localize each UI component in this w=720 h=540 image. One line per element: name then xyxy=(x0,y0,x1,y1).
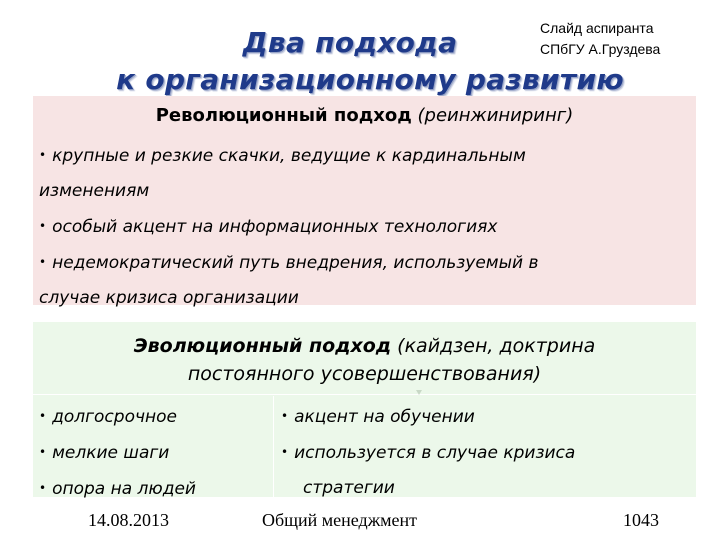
list-item xyxy=(39,471,269,507)
list-item-continuation xyxy=(281,471,691,506)
list-item xyxy=(39,399,269,435)
list-item-text: особый акцент на информационных технологиях xyxy=(52,217,498,237)
list-item xyxy=(39,138,689,174)
list-item xyxy=(39,435,269,471)
evolutionary-heading-line1 xyxy=(53,332,676,360)
bullet-icon: • xyxy=(281,445,289,459)
list-item-text: мелкие шаги xyxy=(52,443,170,463)
evolutionary-heading-cell xyxy=(33,322,696,395)
list-item-text: акцент на обучении xyxy=(294,407,475,427)
list-item-text: стратегии xyxy=(303,478,395,498)
slide-title-line2: к организационному развитию xyxy=(116,63,624,96)
list-item xyxy=(281,399,691,435)
evolutionary-heading-line2: постоянного усовершенствования) xyxy=(187,363,542,385)
revolutionary-approach-box xyxy=(33,96,696,308)
evolutionary-heading-paren1: (кайдзен, доктрина xyxy=(391,335,596,357)
list-item-text: используется в случае кризиса xyxy=(294,443,576,463)
column-divider xyxy=(273,396,274,497)
list-item-text: случае кризиса организации xyxy=(39,288,299,308)
author-caption xyxy=(540,18,660,60)
list-item-text: недемократический путь внедрения, используемый в xyxy=(52,253,539,273)
bullet-icon: • xyxy=(39,481,47,495)
revolutionary-heading-bold: Революционный подход xyxy=(155,105,412,126)
bullet-icon: • xyxy=(39,409,47,423)
author-line1: Слайд аспиранта xyxy=(540,20,654,36)
list-item-continuation xyxy=(39,174,689,209)
evolutionary-heading-bold: Эволюционный подход xyxy=(133,335,392,357)
bullet-icon: • xyxy=(39,219,47,233)
evolutionary-left-list xyxy=(39,399,269,507)
list-item-text: опора на людей xyxy=(52,479,196,499)
list-item-text: изменениям xyxy=(39,181,150,201)
footer-subject: Общий менеджмент xyxy=(262,510,418,530)
bullet-icon: • xyxy=(281,409,289,423)
bullet-icon: • xyxy=(39,148,47,162)
list-item xyxy=(281,435,691,471)
list-item-text: долгосрочное xyxy=(52,407,177,427)
slide-title-line1: Два подхода xyxy=(242,26,458,59)
bullet-icon: • xyxy=(39,445,47,459)
evolutionary-right-list xyxy=(281,399,691,506)
list-item-continuation xyxy=(39,281,689,316)
list-item-text: крупные и резкие скачки, ведущие к кардинальным xyxy=(52,146,526,166)
evolutionary-approach-box xyxy=(33,322,696,497)
revolutionary-heading-paren: (реинжиниринг) xyxy=(411,105,574,126)
bullet-icon: • xyxy=(39,255,47,269)
revolutionary-list xyxy=(39,138,689,316)
footer-date: 14.08.2013 xyxy=(88,510,169,530)
list-item xyxy=(39,245,689,281)
author-line2: СПбГУ А.Груздева xyxy=(540,41,661,57)
footer-page-number: 1043 xyxy=(623,510,659,530)
arrow-down-icon xyxy=(416,390,422,395)
evolutionary-heading xyxy=(53,332,676,388)
revolutionary-heading xyxy=(33,105,696,126)
list-item xyxy=(39,209,689,245)
